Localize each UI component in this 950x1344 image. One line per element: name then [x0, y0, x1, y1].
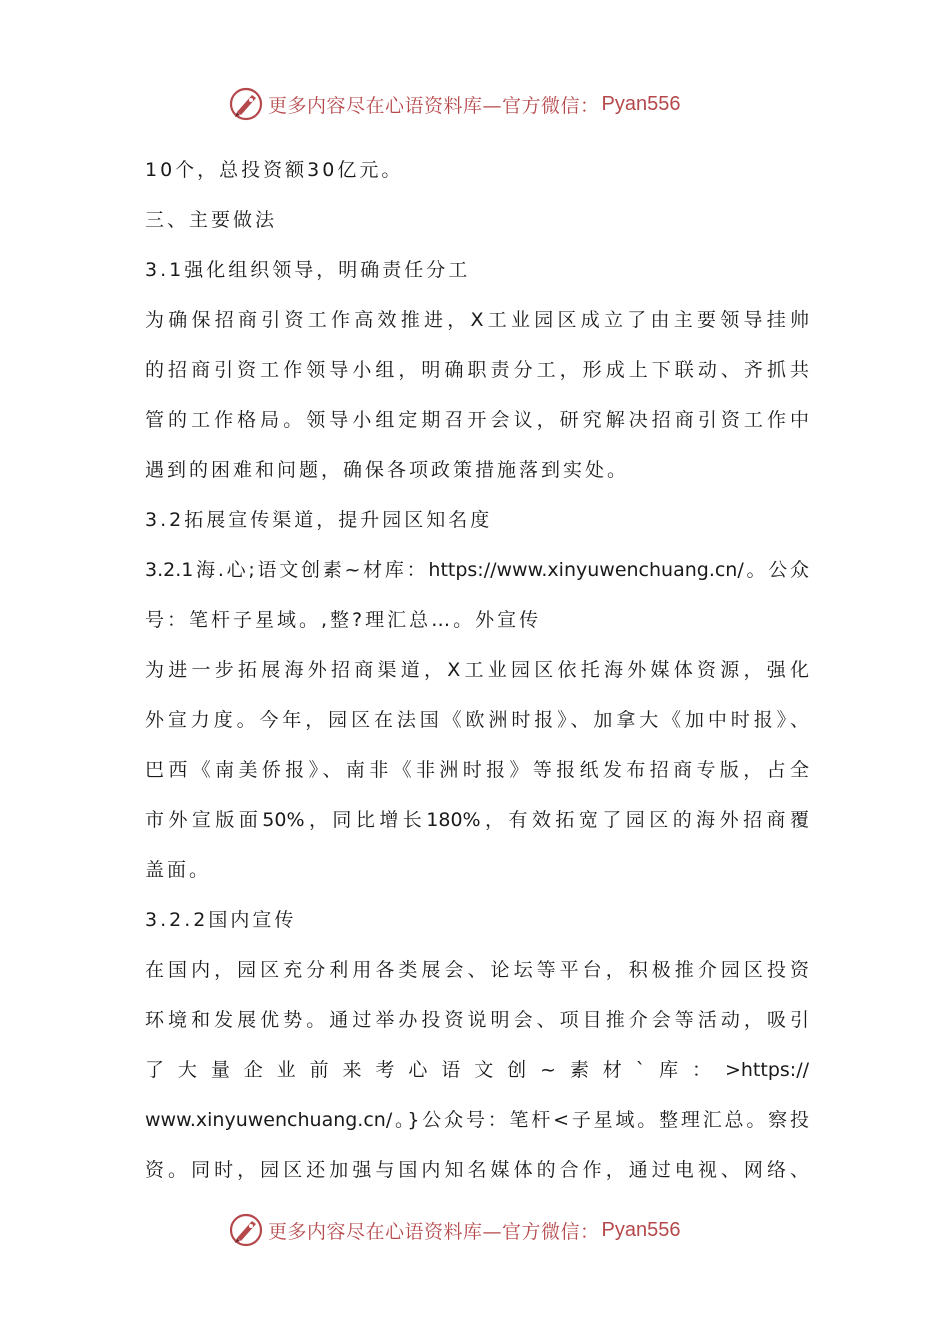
banner-wechat-id: Pyan556 — [601, 1218, 681, 1241]
banner-wechat-id: Pyan556 — [601, 92, 681, 115]
subsection-heading: 3.2拓展宣传渠道，提升园区知名度 — [145, 509, 493, 531]
text-line: 市外宣版面50%，同比增长180%，有效拓宽了园区的海外招商覆 — [145, 809, 809, 831]
header-watermark — [228, 84, 680, 124]
text-line: www.xinyuwenchuang.cn/。}公众号：笔杆<子星域。整理汇总。察投 — [145, 1109, 809, 1131]
banner-text: 更多内容尽在心语资料库—官方微信： — [268, 94, 600, 117]
text-line: 外宣力度。今年，园区在法国《欧洲时报》、加拿大《加中时报》、 — [145, 709, 809, 731]
pen-logo-icon — [228, 86, 264, 122]
text-line: 为确保招商引资工作高效推进，X工业园区成立了由主要领导挂帅 — [145, 309, 809, 331]
text-line: 管的工作格局。领导小组定期召开会议，研究解决招商引资工作中 — [145, 409, 809, 431]
text-line: 10个，总投资额30亿元。 — [145, 159, 404, 181]
text-line: 环境和发展优势。通过举办投资说明会、项目推介会等活动，吸引 — [145, 1009, 809, 1031]
banner-text: 更多内容尽在心语资料库—官方微信： — [268, 1220, 600, 1243]
text-line: 在国内，园区充分利用各类展会、论坛等平台，积极推介园区投资 — [145, 959, 809, 981]
pen-logo-icon — [228, 1212, 264, 1248]
text-line: 的招商引资工作领导小组，明确职责分工，形成上下联动、齐抓共 — [145, 359, 809, 381]
text-line: 3.2.1海.心;语文创素~材库：https://www.xinyuwenchuang.cn/。公众 — [145, 559, 809, 581]
section-heading: 三、主要做法 — [145, 209, 278, 231]
text-line: 了大量企业前来考心语文创~素材`库：>https:// — [145, 1059, 809, 1081]
text-line: 号：笔杆子星域。,整?理汇总…。外宣传 — [145, 609, 542, 631]
document-body — [145, 145, 809, 1195]
text-line: 为进一步拓展海外招商渠道，X工业园区依托海外媒体资源，强化 — [145, 659, 809, 681]
text-line: 盖面。 — [145, 859, 212, 881]
subsection-heading: 3.2.2国内宣传 — [145, 909, 297, 931]
text-line: 资。同时，园区还加强与国内知名媒体的合作，通过电视、网络、 — [145, 1159, 809, 1181]
subsection-heading: 3.1强化组织领导，明确责任分工 — [145, 259, 471, 281]
text-line: 遇到的困难和问题，确保各项政策措施落到实处。 — [145, 459, 630, 481]
text-line: 巴西《南美侨报》、南非《非洲时报》等报纸发布招商专版，占全 — [145, 759, 809, 781]
footer-watermark — [228, 1210, 680, 1250]
